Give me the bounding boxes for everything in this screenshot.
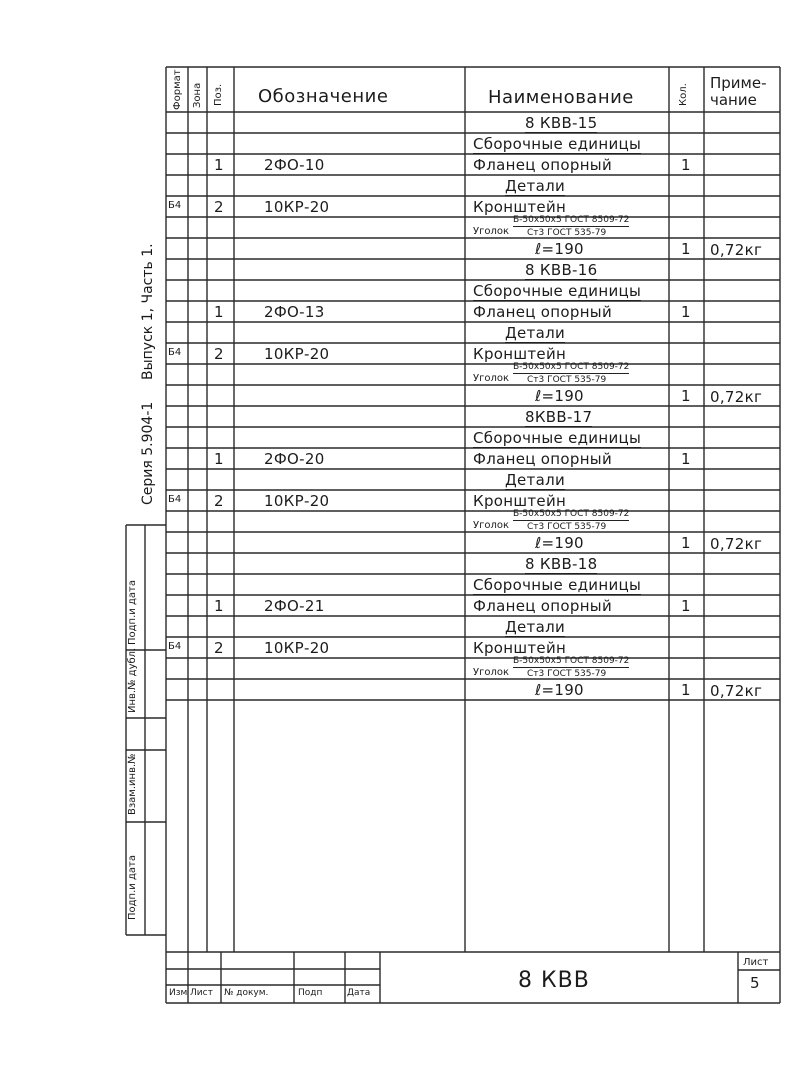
- row-qty: 1: [681, 303, 691, 321]
- row-name: Кронштейн: [473, 198, 567, 216]
- row-designation: 2ФО-21: [264, 597, 325, 615]
- row-name-prefix: Уголок: [473, 373, 510, 384]
- row-name-standard: Б-50х50х5 ГОСТ 8509-72: [513, 509, 630, 519]
- row-qty: 1: [681, 534, 691, 552]
- header-format: Формат: [172, 69, 183, 110]
- series-label: Серия 5.904-1: [140, 401, 156, 505]
- issue-label: Выпуск 1, Часть 1.: [140, 243, 156, 380]
- row-name: Фланец опорный: [473, 597, 612, 615]
- row-name: 8КВВ-17: [525, 408, 593, 426]
- row-position: 1: [214, 597, 224, 615]
- row-format: Б4: [168, 200, 182, 211]
- row-position: 1: [214, 450, 224, 468]
- row-format: Б4: [168, 494, 182, 505]
- row-designation: 10КР-20: [264, 198, 330, 216]
- row-designation: 2ФО-10: [264, 156, 325, 174]
- row-name-prefix: Уголок: [473, 520, 510, 531]
- row-name-prefix: Уголок: [473, 226, 510, 237]
- row-name: Сборочные единицы: [473, 429, 642, 447]
- row-format: Б4: [168, 641, 182, 652]
- row-position: 2: [214, 492, 224, 510]
- row-note: 0,72кг: [710, 682, 763, 700]
- row-name-material: Ст3 ГОСТ 535-79: [527, 228, 607, 238]
- header-note-line1: Приме-: [710, 74, 767, 92]
- row-name: Фланец опорный: [473, 303, 612, 321]
- header-name: Наименование: [488, 87, 634, 108]
- row-name-material: Ст3 ГОСТ 535-79: [527, 522, 607, 532]
- tb-col-podp: Подп: [298, 988, 323, 998]
- tb-col-list: Лист: [190, 988, 213, 998]
- row-name: ℓ=190: [535, 534, 584, 552]
- header-pos: Поз.: [213, 83, 224, 106]
- row-designation: 10КР-20: [264, 639, 330, 657]
- row-name-standard: Б-50х50х5 ГОСТ 8509-72: [513, 656, 630, 666]
- sheet-label: Лист: [743, 957, 769, 968]
- row-name: Детали: [505, 471, 566, 489]
- row-name: Кронштейн: [473, 345, 567, 363]
- row-qty: 1: [681, 387, 691, 405]
- row-qty: 1: [681, 681, 691, 699]
- row-name-material: Ст3 ГОСТ 535-79: [527, 669, 607, 679]
- tb-col-izm: Изм: [169, 988, 188, 998]
- row-name: Детали: [505, 177, 566, 195]
- row-name: Детали: [505, 618, 566, 636]
- row-note: 0,72кг: [710, 535, 763, 553]
- header-qty: Кол.: [678, 83, 689, 106]
- row-name: ℓ=190: [535, 387, 584, 405]
- row-name: ℓ=190: [535, 240, 584, 258]
- stamp-signature-date: Подп.и дата: [127, 580, 138, 645]
- row-name: 8 КВВ-16: [525, 261, 598, 279]
- row-note: 0,72кг: [710, 388, 763, 406]
- row-position: 1: [214, 303, 224, 321]
- row-name: Сборочные единицы: [473, 135, 642, 153]
- header-designation: Обозначение: [258, 86, 389, 107]
- row-position: 2: [214, 198, 224, 216]
- row-position: 1: [214, 156, 224, 174]
- row-designation: 2ФО-20: [264, 450, 325, 468]
- row-note: 0,72кг: [710, 241, 763, 259]
- row-name: 8 КВВ-18: [525, 555, 598, 573]
- row-name: Кронштейн: [473, 492, 567, 510]
- row-format: Б4: [168, 347, 182, 358]
- document-code: 8 КВВ: [518, 968, 590, 993]
- header-zone: Зона: [192, 82, 203, 108]
- row-qty: 1: [681, 156, 691, 174]
- stamp-inv-dubl: Инв.№ дубл.: [127, 647, 138, 713]
- stamp-signature-date-2: Подп.и дата: [127, 855, 138, 920]
- row-name-prefix: Уголок: [473, 667, 510, 678]
- row-designation: 2ФО-13: [264, 303, 325, 321]
- row-name: ℓ=190: [535, 681, 584, 699]
- row-name-standard: Б-50х50х5 ГОСТ 8509-72: [513, 362, 630, 372]
- tb-col-ndoc: № докум.: [224, 988, 269, 998]
- row-name: Сборочные единицы: [473, 576, 642, 594]
- row-name: Сборочные единицы: [473, 282, 642, 300]
- row-name: Фланец опорный: [473, 450, 612, 468]
- row-qty: 1: [681, 240, 691, 258]
- row-name-standard: Б-50х50х5 ГОСТ 8509-72: [513, 215, 630, 225]
- row-name: Фланец опорный: [473, 156, 612, 174]
- row-qty: 1: [681, 450, 691, 468]
- row-designation: 10КР-20: [264, 345, 330, 363]
- row-designation: 10КР-20: [264, 492, 330, 510]
- row-name: Кронштейн: [473, 639, 567, 657]
- row-position: 2: [214, 639, 224, 657]
- row-name: 8 КВВ-15: [525, 114, 598, 132]
- row-name: Детали: [505, 324, 566, 342]
- tb-col-data: Дата: [347, 988, 371, 998]
- row-position: 2: [214, 345, 224, 363]
- row-qty: 1: [681, 597, 691, 615]
- row-name-material: Ст3 ГОСТ 535-79: [527, 375, 607, 385]
- header-note-line2: чание: [710, 91, 757, 109]
- sheet-number: 5: [750, 974, 760, 992]
- stamp-vzam: Взам.инв.№: [127, 753, 138, 815]
